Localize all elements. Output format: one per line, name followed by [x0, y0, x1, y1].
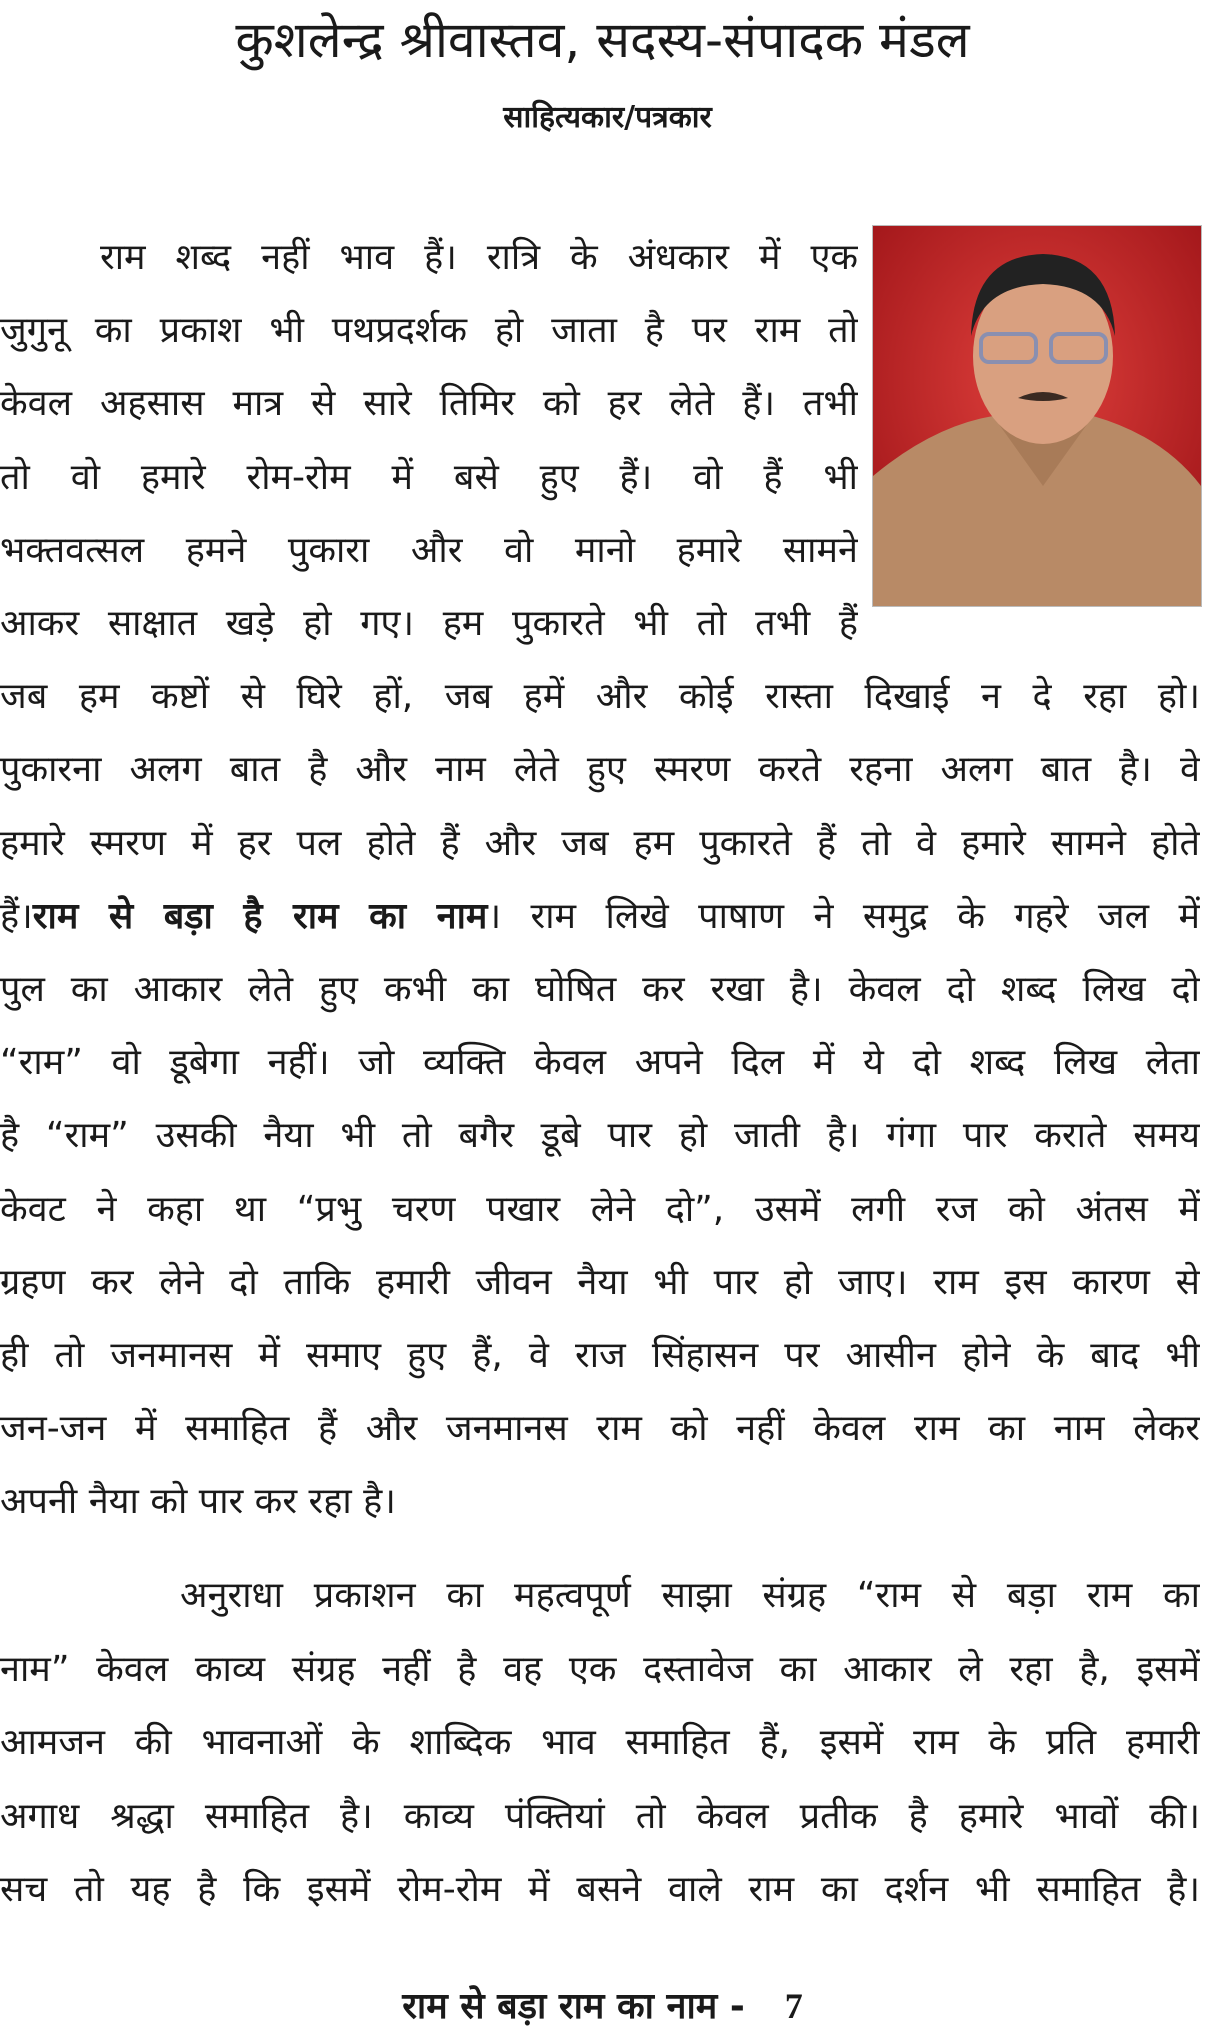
- text-line: पुल का आकार लेते हुए कभी का घोषित कर रखा है। केवल दो शब्द लिख दो: [0, 969, 1200, 1010]
- text-line: केवल अहसास मात्र से सारे तिमिर को हर लेते हैं। तभी: [0, 383, 858, 425]
- author-title: कुशलेन्द्र श्रीवास्तव, सदस्य-संपादक मंडल: [235, 11, 970, 69]
- text-line: अगाध श्रद्धा समाहित है। काव्य पंक्तियां तो केवल प्रतीक है हमारे भावों की।: [0, 1795, 1200, 1837]
- text-line: नाम” केवल काव्य संग्रह नहीं है वह एक दस्तावेज का आकार ले रहा है, इसमें: [0, 1648, 1200, 1690]
- text-line: आकर साक्षात खड़े हो गए। हम पुकारते भी तो तभी हैं: [0, 603, 858, 644]
- book-title: राम से बड़ा राम का नाम -: [402, 1986, 745, 2027]
- text-line: [0, 887, 1200, 947]
- text-line: अपनी नैया को पार कर रहा है।: [0, 1481, 396, 1523]
- text-segment: । राम लिखे पाषाण ने समुद्र के गहरे जल में: [487, 895, 1200, 937]
- text-line: जब हम कष्टों से घिरे हों, जब हमें और कोई रास्ता दिखाई न दे रहा हो।: [0, 676, 1200, 718]
- text-line: ग्रहण कर लेने दो ताकि हमारी जीवन नैया भी पार हो जाए। राम इस कारण से: [0, 1261, 1200, 1303]
- author-photo: [872, 225, 1202, 607]
- text-line: आमजन की भावनाओं के शाब्दिक भाव समाहित हैं, इसमें राम के प्रति हमारी: [0, 1722, 1200, 1763]
- text-line: है “राम” उसकी नैया भी तो बगैर डूबे पार हो जाती है। गंगा पार कराते समय: [0, 1115, 1200, 1157]
- text-line: केवट ने कहा था “प्रभु चरण पखार लेने दो”, उसमें लगी रज को अंतस में: [0, 1188, 1200, 1230]
- text-line: “राम” वो डूबेगा नहीं। जो व्यक्ति केवल अपने दिल में ये दो शब्द लिख लेता: [0, 1042, 1200, 1084]
- portrait-image: [873, 226, 1201, 606]
- page-footer: [0, 1978, 1205, 2035]
- text-line: हमारे स्मरण में हर पल होते हैं और जब हम पुकारते हैं तो वे हमारे सामने होते: [0, 822, 1200, 864]
- text-line: तो वो हमारे रोम-रोम में बसे हुए हैं। वो हैं भी: [0, 456, 858, 498]
- bold-phrase: राम से बड़ा है राम का नाम: [32, 895, 488, 937]
- text-line: अनुराधा प्रकाशन का महत्वपूर्ण साझा संग्रह “राम से बड़ा राम का: [180, 1575, 1200, 1616]
- text-line: जन-जन में समाहित हैं और जनमानस राम को नहीं केवल राम का नाम लेकर: [0, 1408, 1200, 1450]
- text-line: भक्तवत्सल हमने पुकारा और वो मानो हमारे सामने: [0, 529, 858, 571]
- text-line: पुकारना अलग बात है और नाम लेते हुए स्मरण करते रहना अलग बात है। वे: [0, 749, 1200, 791]
- text-line: सच तो यह है कि इसमें रोम-रोम में बसने वाले राम का दर्शन भी समाहित है।: [0, 1869, 1200, 1910]
- text-segment: हैं।: [0, 895, 33, 937]
- text-line: राम शब्द नहीं भाव हैं। रात्रि के अंधकार में एक: [100, 237, 858, 278]
- text-line: ही तो जनमानस में समाए हुए हैं, वे राज सिंहासन पर आसीन होने के बाद भी: [0, 1335, 1200, 1376]
- text-line: जुगुनू का प्रकाश भी पथप्रदर्शक हो जाता है पर राम तो: [0, 310, 858, 352]
- author-role: साहित्यकार/पत्रकार: [503, 100, 712, 135]
- page-number: 7: [784, 1986, 803, 2026]
